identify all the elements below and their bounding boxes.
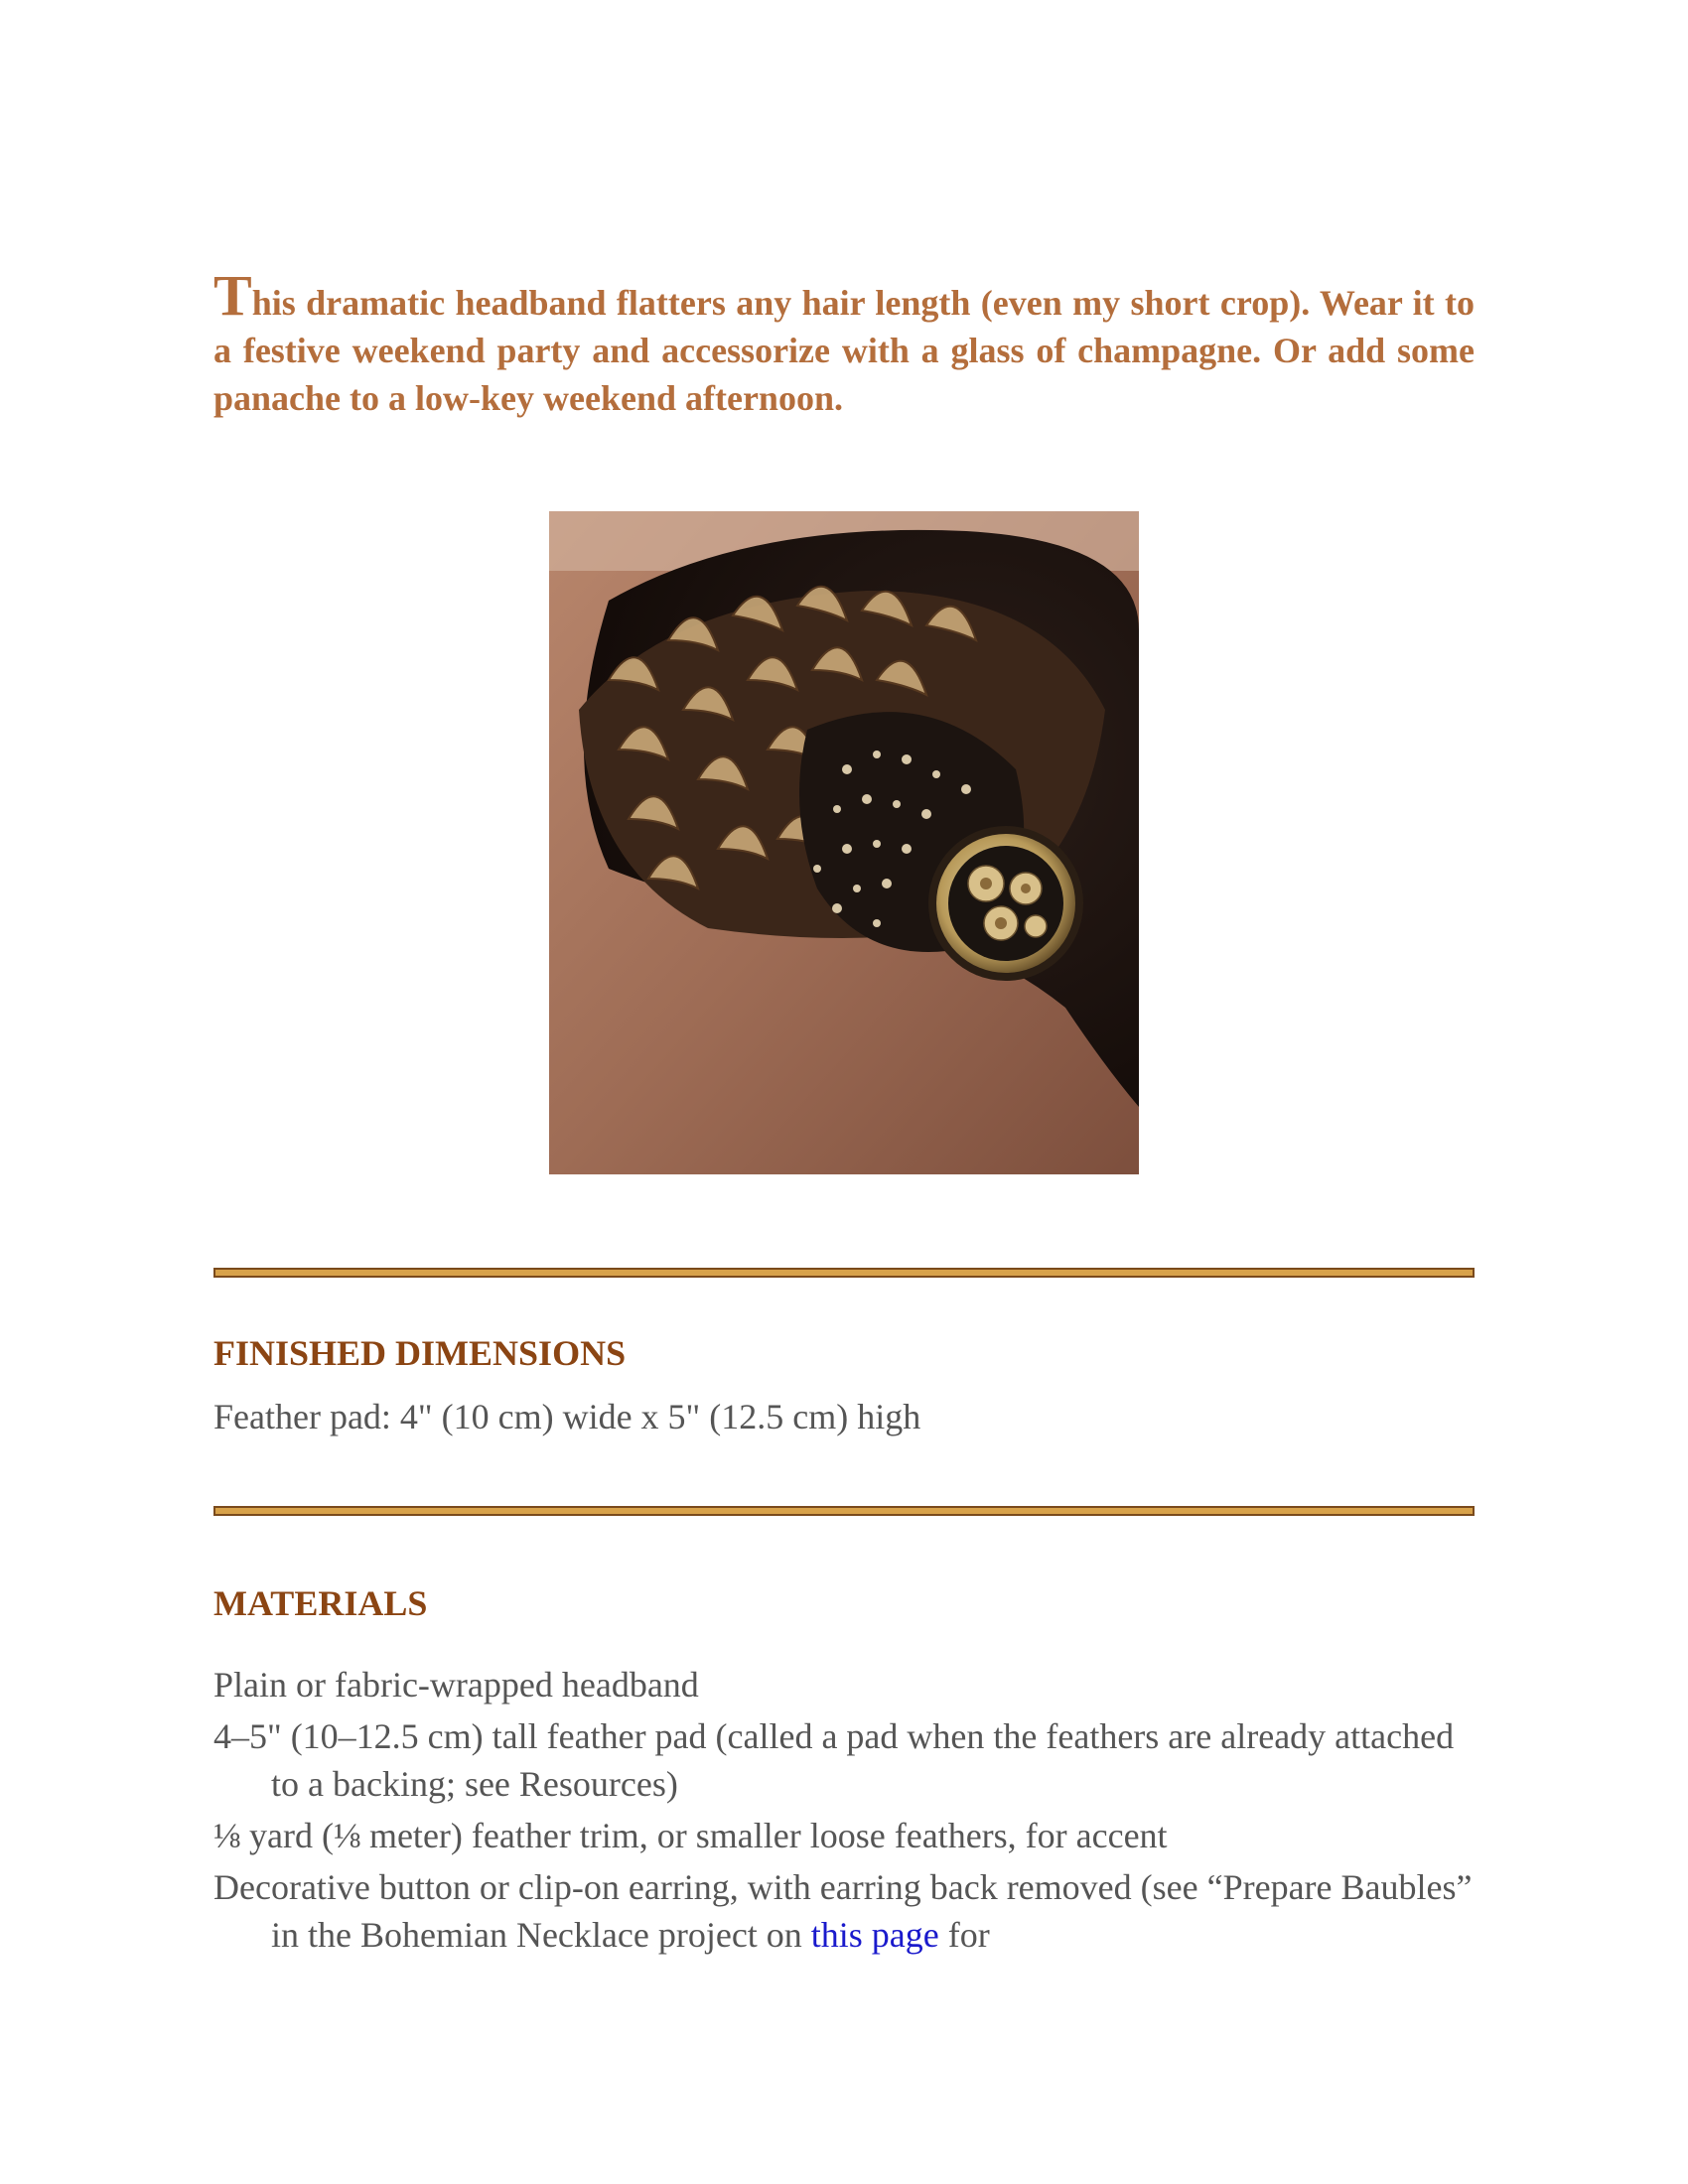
intro-paragraph (213, 263, 1475, 422)
materials-list (213, 1661, 1475, 1959)
list-item: 4–5" (10–12.5 cm) tall feather pad (called a pad when the feathers are already attached to a backing; see Resources) (213, 1716, 1455, 1804)
drop-cap: T (213, 263, 252, 328)
headband-photo (549, 511, 1139, 1174)
list-item-text: for (938, 1915, 990, 1955)
finished-dimensions-heading: FINISHED DIMENSIONS (213, 1333, 627, 1373)
list-item: Plain or fabric-wrapped headband (213, 1665, 699, 1705)
this-page-link[interactable]: this page (810, 1915, 939, 1955)
list-item (213, 1863, 1475, 1959)
section-divider (213, 1268, 1475, 1278)
intro-text: his dramatic headband flatters any hair length (even my short crop). Wear it to a festive weekend party and accessorize with a glass of champagne. Or add some panache to a low-key weekend afternoon. (213, 283, 1475, 418)
list-item: ⅛ yard (⅛ meter) feather trim, or smaller loose feathers, for accent (213, 1816, 1168, 1855)
finished-dimensions-text: Feather pad: 4" (10 cm) wide x 5" (12.5 cm) high (213, 1397, 921, 1436)
section-divider (213, 1506, 1475, 1516)
page-content (213, 263, 1475, 1963)
materials-heading: MATERIALS (213, 1583, 428, 1623)
feather-headband-photo (549, 511, 1139, 1174)
list-item-text: Decorative button or clip-on earring, with earring back removed (see “Prepare Baubles” in the Bohemian Necklace project on (213, 1867, 1473, 1955)
